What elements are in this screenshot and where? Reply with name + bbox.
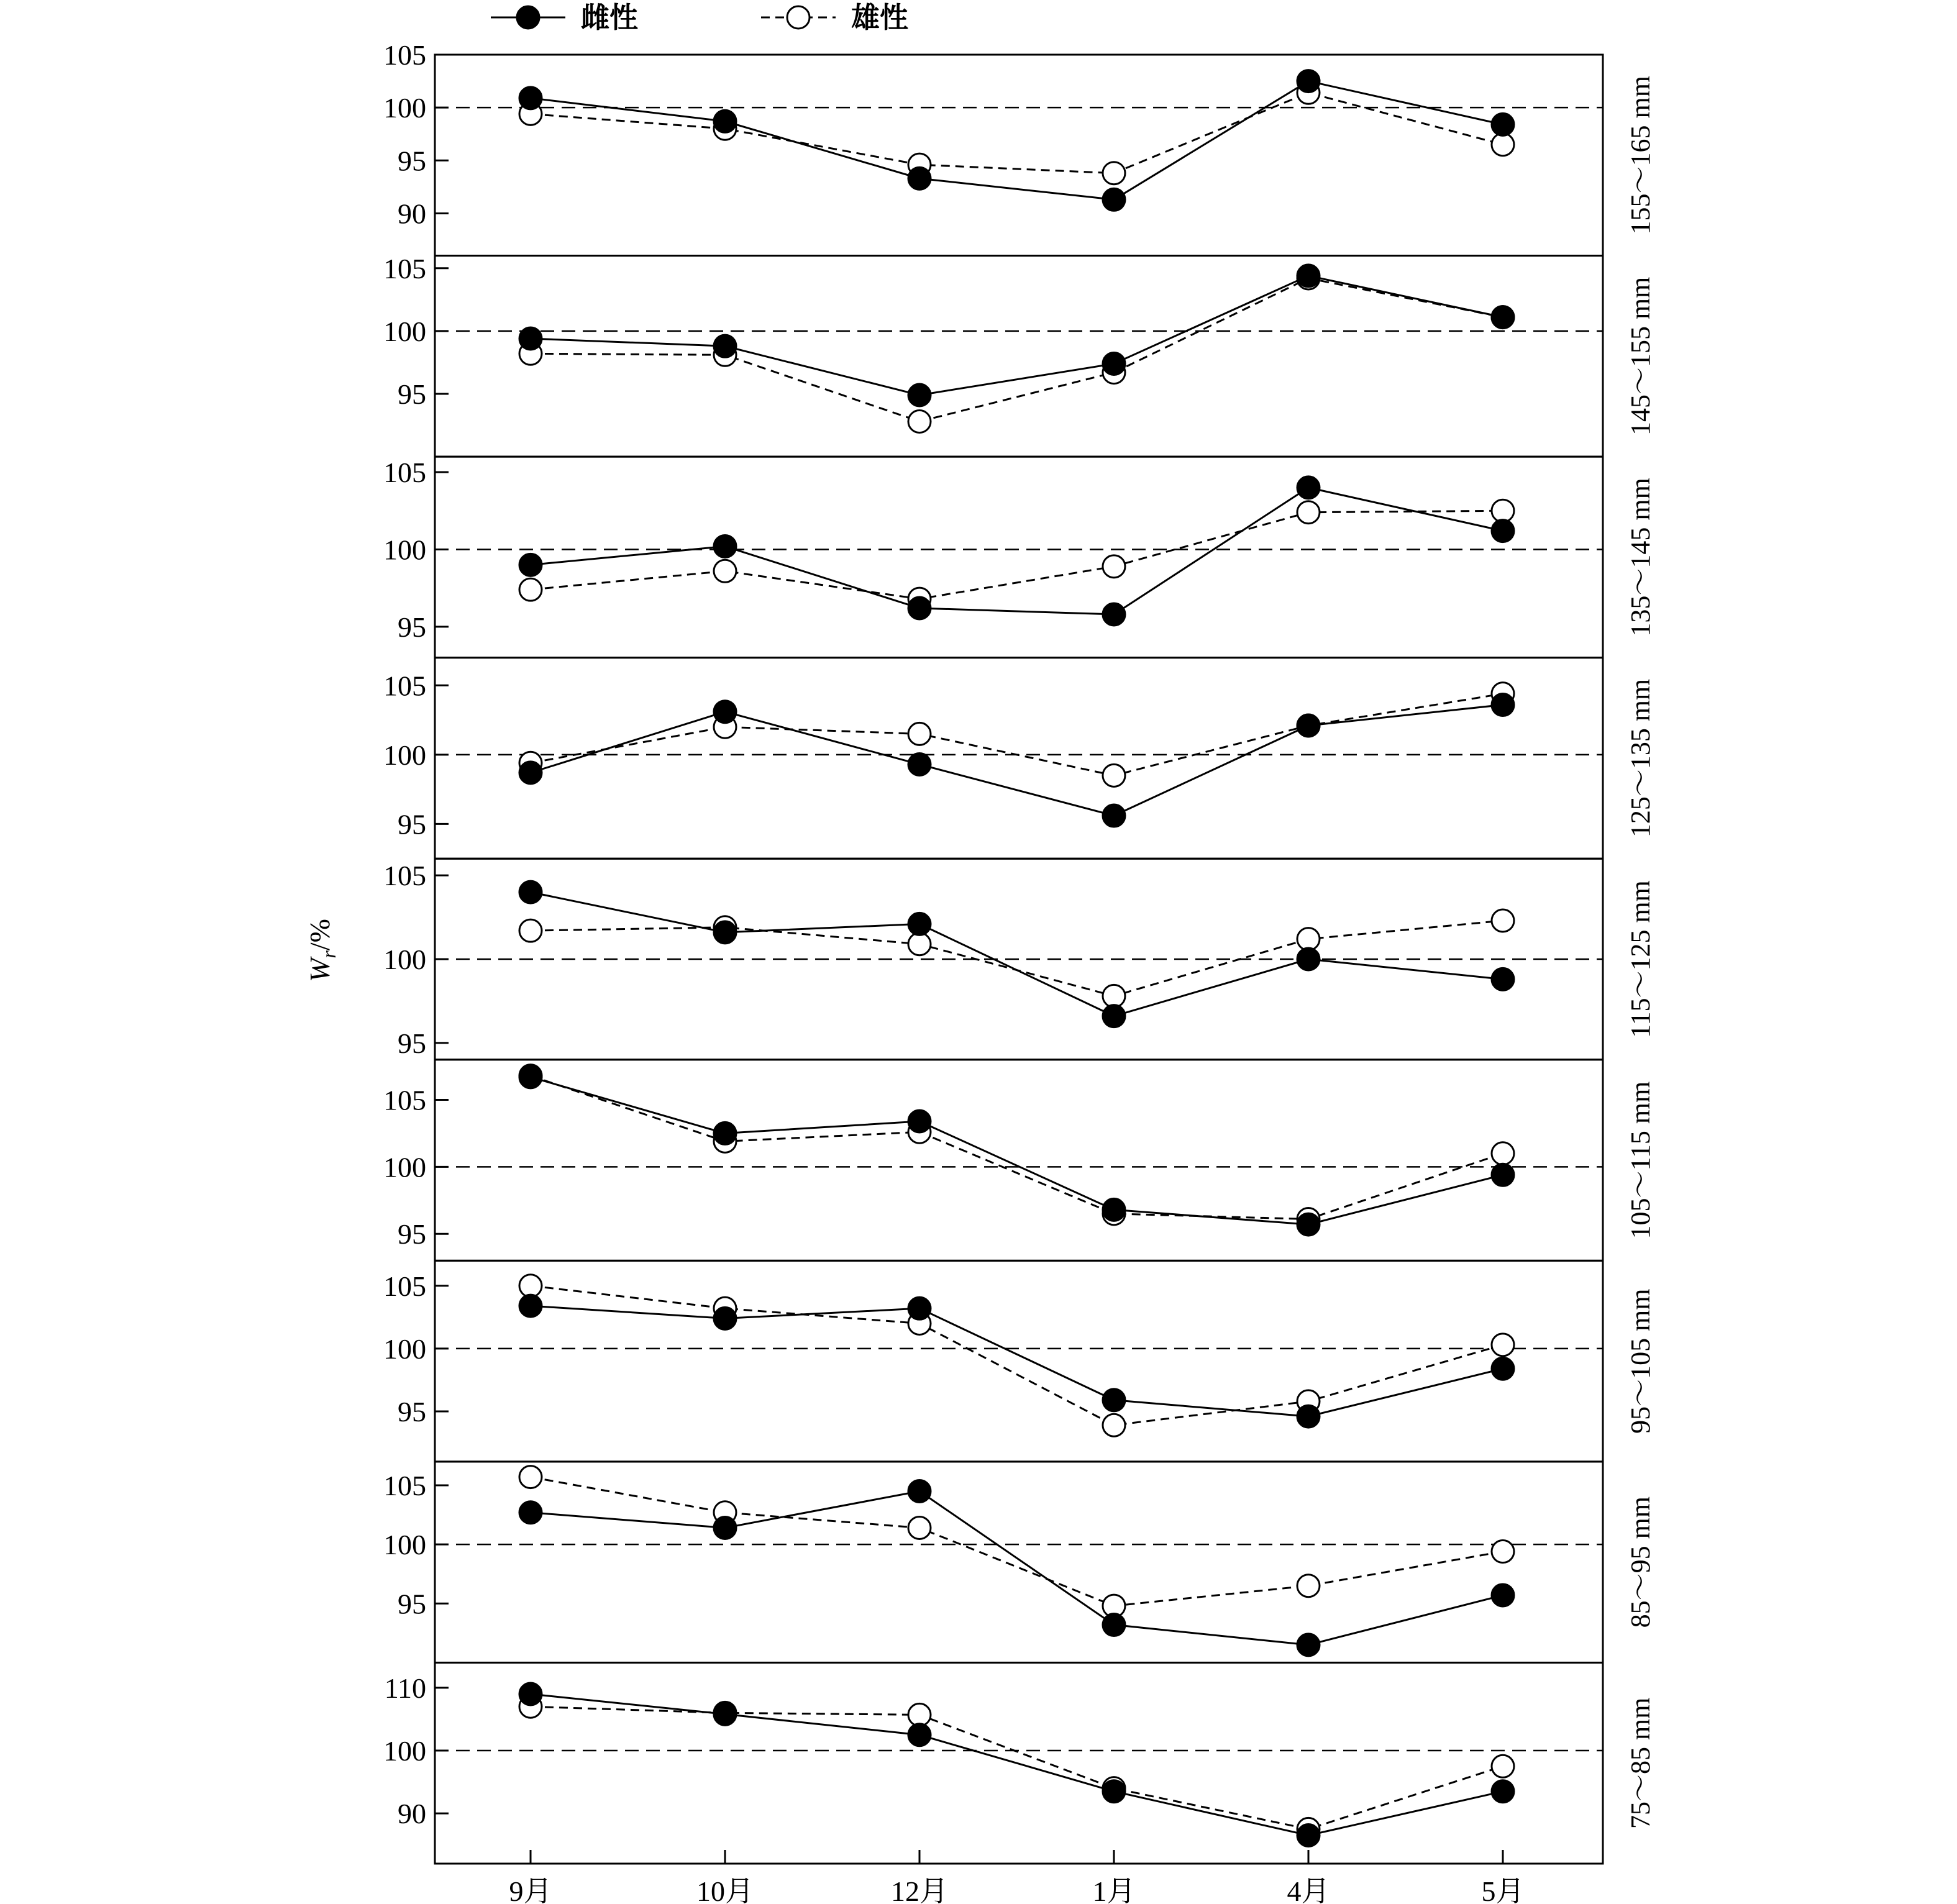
male-point bbox=[908, 1703, 931, 1726]
panel-frame bbox=[435, 55, 1603, 256]
male-point bbox=[1103, 985, 1125, 1007]
female-point bbox=[1492, 694, 1514, 716]
panel-size-label: 135～145 mm bbox=[1625, 478, 1656, 637]
male-point bbox=[1103, 1414, 1125, 1436]
female-point bbox=[714, 335, 736, 357]
male-point bbox=[519, 1275, 542, 1297]
y-axis-label-suffix: /% bbox=[304, 919, 335, 951]
female-point bbox=[714, 110, 736, 132]
panel-size-label: 105～115 mm bbox=[1625, 1081, 1656, 1239]
male-point bbox=[1492, 909, 1514, 932]
panel-frame bbox=[435, 658, 1603, 859]
y-tick-label: 95 bbox=[398, 611, 426, 643]
female-series-line bbox=[531, 892, 1503, 1016]
y-tick-label: 105 bbox=[383, 1084, 426, 1116]
male-point bbox=[1492, 134, 1514, 156]
panel-frame bbox=[435, 1060, 1603, 1261]
female-point bbox=[714, 701, 736, 723]
y-tick-label: 100 bbox=[383, 944, 426, 975]
legend-male-label: 雄性 bbox=[851, 2, 908, 34]
male-point bbox=[1492, 1541, 1514, 1563]
female-point bbox=[1103, 1614, 1125, 1636]
female-point bbox=[1103, 603, 1125, 626]
y-axis-label-sub: r bbox=[317, 950, 340, 959]
y-tick-label: 105 bbox=[383, 1469, 426, 1501]
y-tick-label: 105 bbox=[383, 1270, 426, 1302]
female-point bbox=[1103, 188, 1125, 211]
panel-4 bbox=[383, 658, 1656, 859]
y-axis-label bbox=[304, 919, 340, 982]
male-point bbox=[1492, 1755, 1514, 1777]
female-point bbox=[519, 87, 542, 109]
female-point bbox=[519, 762, 542, 784]
female-point bbox=[1103, 1005, 1125, 1027]
female-point bbox=[519, 553, 542, 576]
panel-5 bbox=[383, 859, 1656, 1060]
female-point bbox=[714, 1122, 736, 1144]
legend-female-label: 雌性 bbox=[581, 2, 638, 34]
male-point bbox=[1103, 162, 1125, 184]
female-point bbox=[714, 1703, 736, 1725]
male-series-line bbox=[531, 694, 1503, 776]
y-tick-label: 105 bbox=[383, 860, 426, 892]
female-point bbox=[908, 1297, 931, 1319]
x-tick-label: 1月 bbox=[1092, 1875, 1136, 1904]
panel-3 bbox=[383, 457, 1656, 658]
chart-panels bbox=[383, 39, 1656, 1864]
y-tick-label: 95 bbox=[398, 1396, 426, 1428]
y-tick-label: 95 bbox=[398, 1588, 426, 1620]
female-point bbox=[714, 535, 736, 557]
y-tick-label: 100 bbox=[383, 1332, 426, 1365]
female-point bbox=[1103, 1198, 1125, 1221]
female-point bbox=[1103, 1389, 1125, 1411]
female-point bbox=[1297, 948, 1320, 970]
y-tick-label: 105 bbox=[383, 39, 426, 71]
panel-1 bbox=[383, 39, 1656, 256]
female-point bbox=[1297, 1405, 1320, 1428]
male-point bbox=[908, 933, 931, 955]
male-point bbox=[908, 722, 931, 745]
male-point bbox=[1103, 764, 1125, 786]
x-tick-label: 9月 bbox=[509, 1875, 552, 1904]
y-tick-label: 100 bbox=[383, 534, 426, 566]
panel-frame bbox=[435, 256, 1603, 457]
panel-8 bbox=[383, 1462, 1656, 1663]
female-point bbox=[519, 1683, 542, 1705]
male-point bbox=[519, 1466, 542, 1488]
male-series-line bbox=[531, 1706, 1503, 1829]
panel-size-label: 85～95 mm bbox=[1625, 1496, 1656, 1628]
y-tick-label: 100 bbox=[383, 92, 426, 124]
female-point bbox=[908, 167, 931, 189]
male-series-line bbox=[531, 1076, 1503, 1219]
female-point bbox=[1103, 1780, 1125, 1803]
x-axis bbox=[509, 1850, 1525, 1904]
male-series-line bbox=[531, 1477, 1503, 1606]
x-tick-label: 4月 bbox=[1287, 1875, 1330, 1904]
female-series-line bbox=[531, 1491, 1503, 1644]
male-series-line bbox=[531, 278, 1503, 422]
y-tick-label: 95 bbox=[398, 145, 426, 177]
panel-size-label: 155～165 mm bbox=[1625, 76, 1656, 235]
female-point bbox=[908, 597, 931, 619]
y-tick-label: 90 bbox=[398, 1798, 426, 1830]
panel-size-label: 125～135 mm bbox=[1625, 678, 1656, 838]
panel-7 bbox=[383, 1260, 1656, 1462]
male-point bbox=[1492, 499, 1514, 522]
y-tick-label: 95 bbox=[398, 378, 426, 410]
female-point bbox=[908, 1110, 931, 1132]
female-point bbox=[908, 1724, 931, 1746]
female-point bbox=[519, 881, 542, 903]
y-tick-label: 100 bbox=[383, 1151, 426, 1183]
panel-frame bbox=[435, 1462, 1603, 1663]
female-series-line bbox=[531, 1306, 1503, 1416]
male-point bbox=[519, 919, 542, 942]
female-point bbox=[1492, 1780, 1514, 1803]
y-tick-label: 105 bbox=[383, 252, 426, 285]
legend-female-marker bbox=[517, 6, 539, 29]
female-point bbox=[908, 1480, 931, 1502]
y-tick-label: 95 bbox=[398, 1027, 426, 1059]
male-series-line bbox=[531, 511, 1503, 599]
y-tick-label: 95 bbox=[398, 808, 426, 840]
y-tick-label: 105 bbox=[383, 457, 426, 488]
legend-male-marker bbox=[787, 6, 810, 29]
panel-size-label: 145～155 mm bbox=[1625, 276, 1656, 436]
male-point bbox=[519, 578, 542, 601]
female-series-line bbox=[531, 81, 1503, 200]
female-point bbox=[1297, 1634, 1320, 1656]
female-point bbox=[1297, 476, 1320, 499]
female-point bbox=[714, 921, 736, 944]
male-point bbox=[908, 1516, 931, 1539]
female-point bbox=[1297, 714, 1320, 737]
y-tick-label: 110 bbox=[384, 1672, 426, 1704]
female-point bbox=[908, 384, 931, 406]
female-point bbox=[1492, 1584, 1514, 1606]
male-series-line bbox=[531, 921, 1503, 996]
y-tick-label: 100 bbox=[383, 739, 426, 771]
panel-size-label: 75～85 mm bbox=[1625, 1697, 1656, 1829]
female-point bbox=[1103, 804, 1125, 827]
female-point bbox=[1492, 306, 1514, 329]
panel-2 bbox=[383, 253, 1656, 457]
panel-size-label: 115～125 mm bbox=[1625, 880, 1656, 1038]
y-tick-label: 90 bbox=[398, 198, 426, 230]
panel-9 bbox=[383, 1662, 1656, 1864]
male-point bbox=[714, 560, 736, 582]
panel-6 bbox=[383, 1060, 1656, 1261]
female-point bbox=[1492, 520, 1514, 542]
x-tick-label: 10月 bbox=[696, 1875, 754, 1904]
female-point bbox=[1297, 1213, 1320, 1236]
female-point bbox=[908, 753, 931, 775]
male-point bbox=[1297, 1575, 1320, 1597]
male-point bbox=[1492, 1334, 1514, 1356]
female-series-line bbox=[531, 1077, 1503, 1224]
y-tick-label: 100 bbox=[383, 1735, 426, 1767]
x-tick-label: 5月 bbox=[1481, 1875, 1525, 1904]
y-tick-label: 105 bbox=[383, 670, 426, 702]
x-tick-label: 12月 bbox=[891, 1875, 948, 1904]
y-axis-label-main: W bbox=[304, 958, 335, 982]
female-point bbox=[519, 1501, 542, 1524]
female-point bbox=[519, 1066, 542, 1088]
female-point bbox=[1103, 352, 1125, 375]
female-series-line bbox=[531, 488, 1503, 614]
female-series-line bbox=[531, 276, 1503, 395]
male-point bbox=[1297, 501, 1320, 524]
female-point bbox=[519, 1295, 542, 1317]
panel-frame bbox=[435, 1260, 1603, 1462]
male-point bbox=[1297, 928, 1320, 950]
female-point bbox=[714, 1307, 736, 1329]
female-point bbox=[1492, 1164, 1514, 1186]
female-series-line bbox=[531, 705, 1503, 816]
panel-size-label: 95～105 mm bbox=[1625, 1288, 1656, 1434]
legend bbox=[491, 2, 908, 34]
female-point bbox=[1297, 70, 1320, 93]
male-point bbox=[1492, 1142, 1514, 1165]
male-point bbox=[1103, 555, 1125, 578]
male-series-line bbox=[531, 93, 1503, 173]
female-point bbox=[908, 913, 931, 935]
y-tick-label: 100 bbox=[383, 1529, 426, 1561]
male-point bbox=[908, 410, 931, 432]
female-point bbox=[1492, 968, 1514, 990]
y-tick-label: 100 bbox=[383, 315, 426, 347]
y-tick-label: 95 bbox=[398, 1218, 426, 1250]
female-point bbox=[714, 1516, 736, 1539]
female-point bbox=[1492, 113, 1514, 135]
female-point bbox=[1297, 1824, 1320, 1847]
female-point bbox=[1492, 1357, 1514, 1380]
female-point bbox=[1297, 265, 1320, 287]
female-point bbox=[519, 327, 542, 350]
